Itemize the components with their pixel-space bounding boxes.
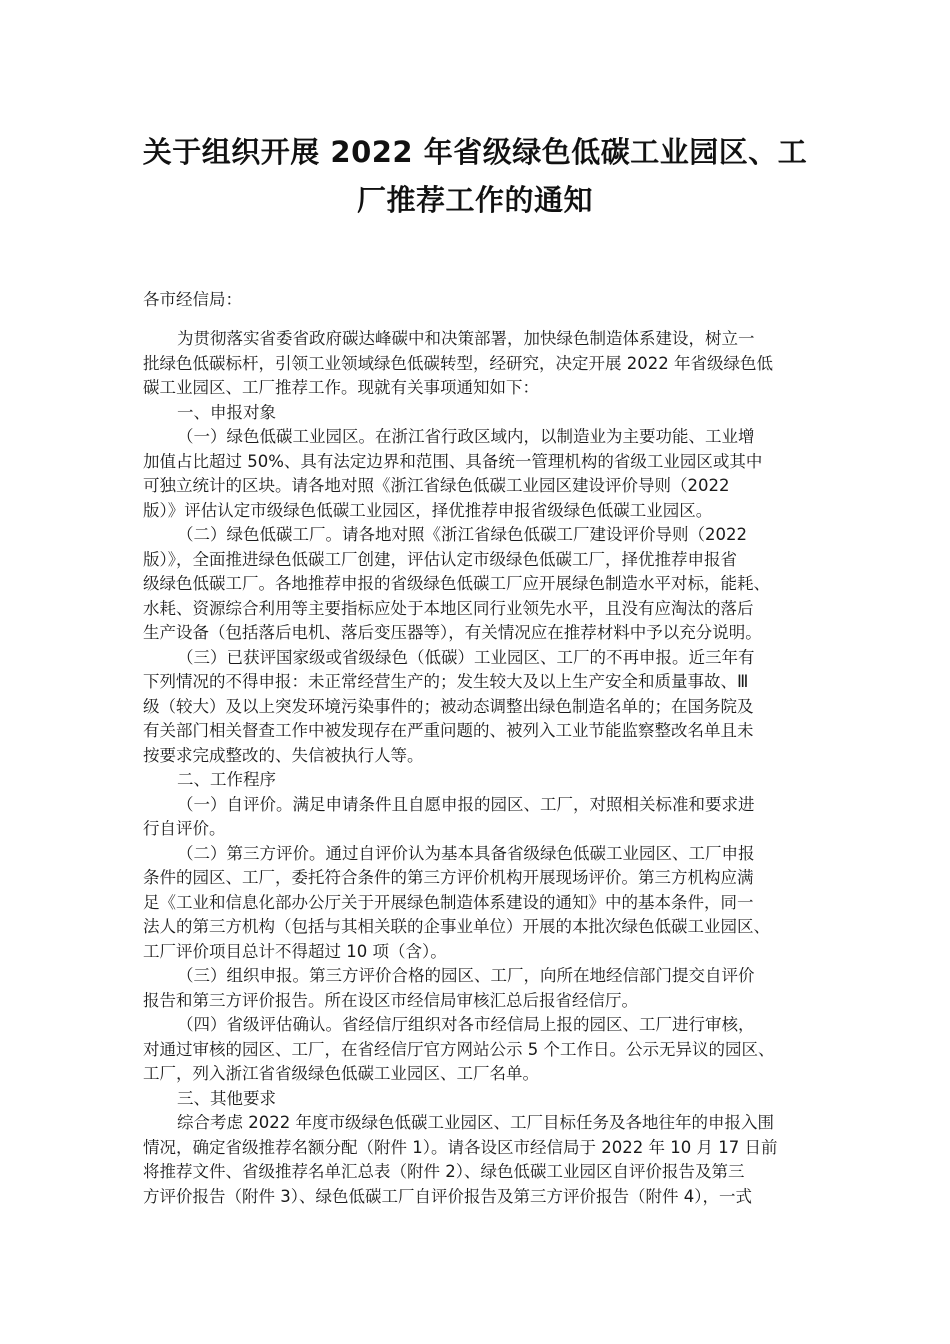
body-line: 将推荐文件、省级推荐名单汇总表（附件 2）、绿色低碳工业园区自评价报告及第三 xyxy=(143,1162,745,1181)
salutation: 各市经信局： xyxy=(143,290,242,309)
body-line: （一）自评价。满足申请条件且自愿申报的园区、工厂，对照相关标准和要求进 xyxy=(177,794,755,814)
body-line: 足《工业和信息化部办公厅关于开展绿色制造体系建设的通知》中的基本条件，同一 xyxy=(143,892,754,912)
body-line: 级绿色低碳工厂。各地推荐申报的省级绿色低碳工厂应开展绿色制造水平对标，能耗、 xyxy=(143,574,770,593)
body-line: （三）已获评国家级或省级绿色（低碳）工业园区、工厂的不再申报。近三年有 xyxy=(177,647,755,667)
body-line: 批绿色低碳标杆，引领工业领域绿色低碳转型，经研究，决定开展 2022 年省级绿色低 xyxy=(143,353,773,373)
section-heading: 一、申报对象 xyxy=(177,402,276,422)
body-line: 行自评价。 xyxy=(143,819,226,838)
body-line: 为贯彻落实省委省政府碳达峰碳中和决策部署，加快绿色制造体系建设，树立一 xyxy=(177,329,755,348)
body-line: 按要求完成整改的、失信被执行人等。 xyxy=(143,745,424,765)
body-line: （二）绿色低碳工厂。请各地对照《浙江省绿色低碳工厂建设评价导则（2022 xyxy=(177,525,747,544)
body-line: 情况，确定省级推荐名额分配（附件 1）。请各设区市经信局于 2022 年 10 月 17 日前 xyxy=(143,1137,778,1157)
section-heading: 三、其他要求 xyxy=(177,1088,276,1108)
body-line: 加值占比超过 50%、具有法定边界和范围、具备统一管理机构的省级工业园区或其中 xyxy=(143,451,763,471)
body-line: 有关部门相关督查工作中被发现存在严重问题的、被列入工业节能监察整改名单且未 xyxy=(143,721,754,740)
document-body xyxy=(143,288,813,1209)
body-line: 碳工业园区、工厂推荐工作。现就有关事项通知如下： xyxy=(143,378,539,397)
body-line: 版）》评估认定市级绿色低碳工业园区，择优推荐申报省级绿色低碳工业园区。 xyxy=(143,500,713,520)
body-line: 对通过审核的园区、工厂，在省经信厅官方网站公示 5 个工作日。公示无异议的园区、 xyxy=(143,1039,775,1059)
body-line: 版）》，全面推进绿色低碳工厂创建，评估认定市级绿色低碳工厂，择优推荐申报省 xyxy=(143,549,737,569)
body-line: （四）省级评估确认。省经信厅组织对各市经信局上报的园区、工厂进行审核， xyxy=(177,1015,755,1034)
body-line: （一）绿色低碳工业园区。在浙江省行政区域内，以制造业为主要功能、工业增 xyxy=(177,427,755,446)
section-heading: 二、工作程序 xyxy=(177,770,276,789)
body-line: 级（较大）及以上突发环境污染事件的；被动态调整出绿色制造名单的；在国务院及 xyxy=(143,696,754,716)
body-line: 下列情况的不得申报：未正常经营生产的；发生较大及以上生产安全和质量事故、Ⅲ xyxy=(143,672,749,691)
body-line: 方评价报告（附件 3）、绿色低碳工厂自评价报告及第三方评价报告（附件 4），一式 xyxy=(143,1186,752,1206)
document-title-line-2: 厂推荐工作的通知 xyxy=(356,183,593,217)
body-line: （三）组织申报。第三方评价合格的园区、工厂，向所在地经信部门提交自评价 xyxy=(177,966,755,985)
body-line: 工厂，列入浙江省省级绿色低碳工业园区、工厂名单。 xyxy=(143,1064,539,1083)
body-line: 可独立统计的区块。请各地对照《浙江省绿色低碳工业园区建设评价导则（2022 xyxy=(143,476,730,495)
body-line: 报告和第三方评价报告。所在设区市经信局审核汇总后报省经信厅。 xyxy=(143,990,638,1010)
body-line: 生产设备（包括落后电机、落后变压器等），有关情况应在推荐材料中予以充分说明。 xyxy=(143,623,762,642)
body-line: （二）第三方评价。通过自评价认为基本具备省级绿色低碳工业园区、工厂申报 xyxy=(177,843,755,863)
body-line: 条件的园区、工厂，委托符合条件的第三方评价机构开展现场评价。第三方机构应满 xyxy=(143,868,754,887)
document-title-line-1: 关于组织开展 2022 年省级绿色低碳工业园区、工 xyxy=(142,135,808,169)
body-line: 法人的第三方机构（包括与其相关联的企事业单位）开展的本批次绿色低碳工业园区、 xyxy=(143,917,770,936)
body-line: 工厂评价项目总计不得超过 10 项（含）。 xyxy=(143,941,447,961)
body-line: 水耗、资源综合利用等主要指标应处于本地区同行业领先水平，且没有应淘汰的落后 xyxy=(143,598,754,618)
body-line: 综合考虑 2022 年度市级绿色低碳工业园区、工厂目标任务及各地往年的申报入围 xyxy=(177,1113,774,1132)
